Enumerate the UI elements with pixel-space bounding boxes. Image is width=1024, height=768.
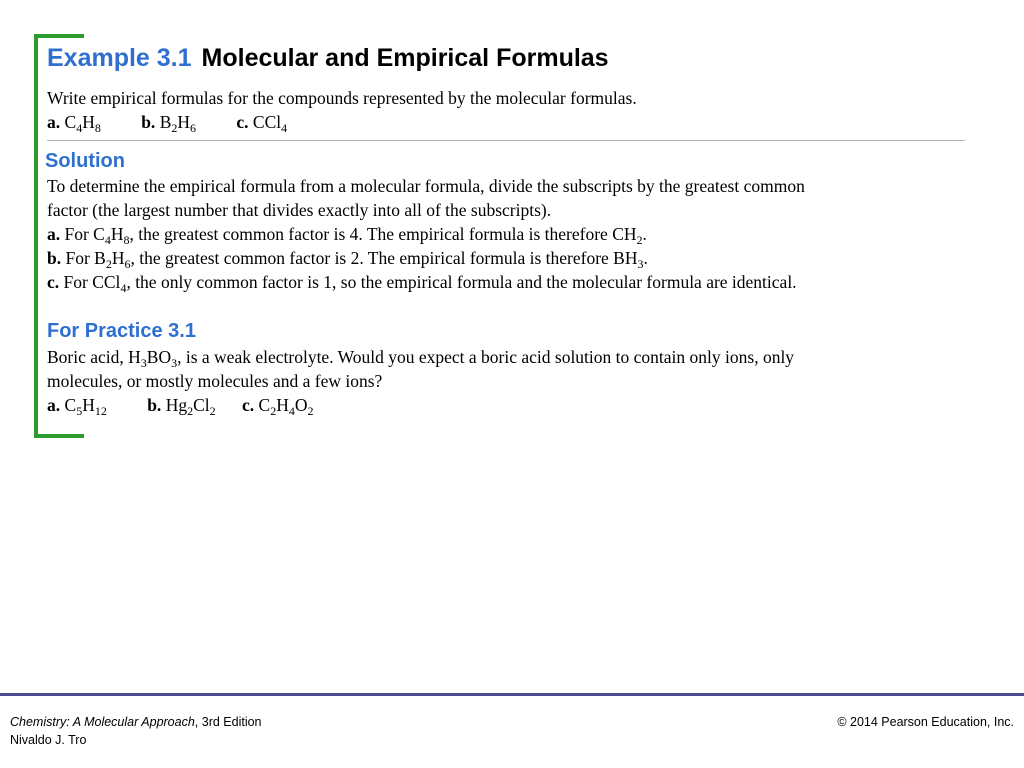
green-bracket-vertical — [34, 34, 38, 438]
example-number: Example 3.1 — [47, 44, 192, 72]
practice-b-formula: $Hg_2Cl_2$ — [165, 395, 216, 418]
solution-c-text: For CCl$_4$, the only common factor is 1, so the empirical formula and the molecular formula are identical. — [63, 272, 797, 295]
part-a-formula: $C_4H_8$ — [64, 112, 101, 135]
solution-part-a — [47, 222, 647, 246]
practice-line2: molecules, or mostly molecules and a few ions? — [47, 371, 383, 391]
footer-book-title: Chemistry: A Molecular Approach — [10, 715, 195, 729]
part-a-label: a. — [47, 112, 61, 132]
footer-copyright: © 2014 Pearson Education, Inc. — [837, 715, 1014, 729]
practice-c-label: c. — [242, 395, 255, 415]
solution-intro-line1: To determine the empirical formula from a molecular formula, divide the subscripts by the greatest common — [47, 176, 805, 196]
footer-edition: , 3rd Edition — [194, 715, 262, 729]
solution-heading: Solution — [45, 150, 125, 172]
practice-line1: Boric acid, $H_3BO_3$, is a weak electrolyte. Would you expect a boric acid solution to contain only ions, only — [47, 347, 795, 370]
footer-book — [10, 715, 262, 729]
example-title — [47, 44, 609, 73]
green-bracket-bottom — [34, 434, 84, 438]
practice-c-formula: $C_2H_4O_2$ — [258, 395, 314, 418]
solution-b-label: b. — [47, 248, 62, 268]
solution-a-text: For $C_4H_8$, the greatest common factor is 4. The empirical formula is therefore $CH_2$. — [64, 224, 647, 247]
part-c-formula: CCl$_4$ — [252, 112, 288, 135]
example-parts — [47, 110, 287, 134]
footer-author: Nivaldo J. Tro — [10, 733, 87, 747]
example-prompt: Write empirical formulas for the compounds represented by the molecular formulas. — [47, 88, 637, 108]
green-bracket-top — [34, 34, 84, 38]
practice-a-label: a. — [47, 395, 61, 415]
solution-part-b — [47, 246, 648, 270]
solution-a-label: a. — [47, 224, 61, 244]
solution-intro-line2: factor (the largest number that divides exactly into all of the subscripts). — [47, 200, 552, 220]
part-b-formula: $B_2H_6$ — [159, 112, 197, 135]
practice-heading: For Practice 3.1 — [47, 320, 196, 342]
practice-b-label: b. — [147, 395, 162, 415]
divider — [47, 140, 965, 141]
practice-a-formula: $C_5H_{12}$ — [64, 395, 107, 418]
part-b-label: b. — [141, 112, 156, 132]
solution-part-c — [47, 270, 797, 294]
part-c-label: c. — [236, 112, 249, 132]
practice-parts — [47, 393, 314, 417]
solution-c-label: c. — [47, 272, 60, 292]
solution-b-text: For $B_2H_6$, the greatest common factor is 2. The empirical formula is therefore $BH_3$. — [65, 248, 648, 271]
footer-rule — [0, 693, 1024, 696]
example-heading: Molecular and Empirical Formulas — [201, 44, 609, 72]
